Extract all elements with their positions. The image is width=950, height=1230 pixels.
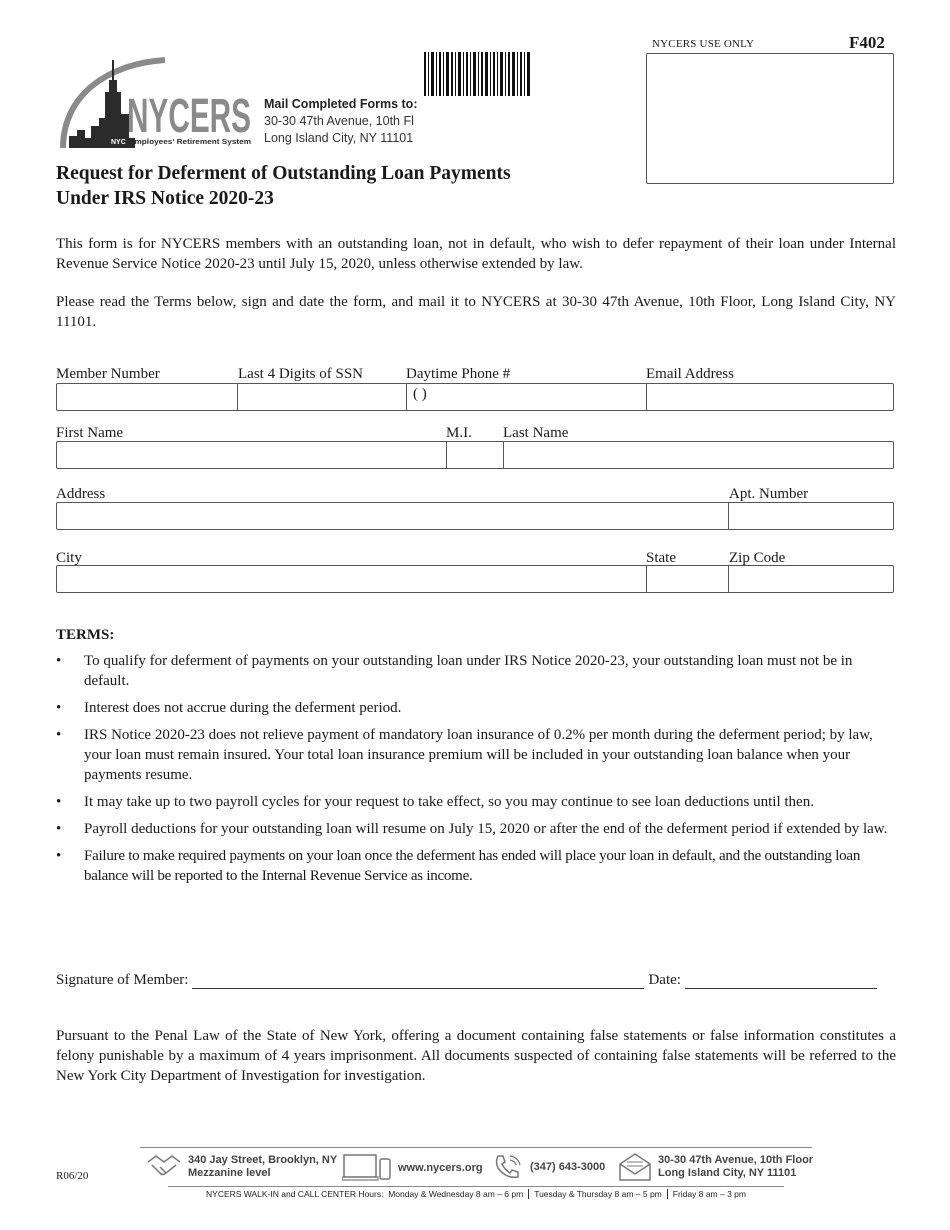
mail-envelope-icon — [618, 1152, 652, 1182]
bullet: • — [56, 821, 62, 837]
ssn-field[interactable] — [238, 384, 407, 410]
bullet: • — [56, 794, 62, 810]
use-only-box — [646, 53, 894, 184]
page-title — [56, 161, 511, 211]
state-field[interactable] — [647, 566, 729, 592]
signature-line[interactable] — [192, 974, 644, 989]
mail-line-1: 30-30 47th Avenue, 10th Fl — [264, 114, 414, 128]
mi-label: M.I. — [446, 425, 472, 441]
term-item — [56, 725, 896, 785]
intro-paragraph-1: This form is for NYCERS members with an outstanding loan, not in default, who wish to defer repayment of their loan under Internal Revenue Service Notice 2020-23 until July 15, 2020, unless otherwise extended by law. — [56, 236, 896, 272]
phone-label: Daytime Phone # — [406, 366, 511, 382]
mi-field[interactable] — [447, 442, 504, 468]
ssn-label: Last 4 Digits of SSN — [238, 366, 364, 382]
footer-divider — [140, 1147, 812, 1148]
zip-field[interactable] — [729, 566, 893, 592]
term-text: It may take up to two payroll cycles for your request to take effect, so you may continue to see loan deductions until then. — [84, 794, 814, 810]
term-item — [56, 792, 896, 812]
bullet: • — [56, 848, 62, 864]
signature-label: Signature of Member: — [56, 972, 189, 988]
devices-icon — [342, 1153, 392, 1183]
walkin-line-1: 340 Jay Street, Brooklyn, NY — [188, 1154, 338, 1166]
phone-field[interactable]: ( ) — [407, 384, 647, 410]
first-name-label: First Name — [56, 425, 124, 441]
row-contact — [56, 383, 894, 411]
hours-label: NYCERS WALK-IN and CALL CENTER Hours: — [206, 1189, 384, 1199]
phone-icon — [492, 1152, 524, 1182]
footer-mail — [618, 1152, 813, 1182]
bullet: • — [56, 700, 62, 716]
member-number-label: Member Number — [56, 366, 160, 382]
mail-to-block — [264, 96, 417, 147]
zip-label: Zip Code — [729, 550, 786, 566]
revision-code: R06/20 — [56, 1170, 89, 1182]
apt-field[interactable] — [729, 503, 893, 529]
date-line[interactable] — [685, 974, 877, 989]
term-text: Payroll deductions for your outstanding loan will resume on July 15, 2020 or after the end of the deferment period if extended by law. — [84, 821, 888, 837]
form-id: F402 — [849, 33, 885, 52]
footer-walkin — [146, 1152, 337, 1182]
city-label: City — [56, 550, 82, 566]
use-only-label: NYCERS USE ONLY — [652, 38, 755, 50]
term-item — [56, 698, 896, 718]
logo-subtext: Employees' Retirement System — [129, 137, 252, 146]
footer-website — [342, 1153, 483, 1183]
term-text: IRS Notice 2020-23 does not relieve payment of mandatory loan insurance of 0.2% per month during the deferment period; by law, your loan must remain insured. Your total loan insurance premium will be included in your outstanding loan balance when your payments resume. — [84, 727, 873, 783]
footer-divider-bottom — [168, 1186, 784, 1187]
term-text: To qualify for deferment of payments on your outstanding loan under IRS Notice 2020-23, your outstanding loan must not be in default. — [84, 653, 853, 689]
nycers-logo — [55, 52, 255, 152]
footer-phone — [492, 1152, 605, 1182]
logo-wordmark: NYCERS — [127, 90, 251, 143]
term-item — [56, 846, 896, 886]
bullet: • — [56, 727, 62, 743]
address-field[interactable] — [57, 503, 729, 529]
state-label: State — [646, 550, 676, 566]
term-item — [56, 651, 896, 691]
logo-nyc: NYC — [111, 139, 126, 146]
mail-line-2: Long Island City, NY 11101 — [264, 131, 414, 145]
hours-line — [168, 1189, 784, 1199]
city-field[interactable] — [57, 566, 647, 592]
apt-label: Apt. Number — [729, 486, 809, 502]
mail-address-line-1: 30-30 47th Avenue, 10th Floor — [658, 1154, 814, 1166]
phone-number[interactable]: (347) 643-3000 — [530, 1160, 606, 1173]
terms-list — [56, 651, 896, 893]
term-item — [56, 819, 896, 839]
title-line-1: Request for Deferment of Outstanding Loan Payments — [56, 163, 511, 184]
member-number-field[interactable] — [57, 384, 238, 410]
term-text: Interest does not accrue during the deferment period. — [84, 700, 402, 716]
email-field[interactable] — [647, 384, 893, 410]
term-text: Failure to make required payments on your loan once the deferment has ended will place your loan in default, and the outstanding loan balance will be reported to the Internal Revenue Service as income. — [84, 848, 861, 884]
mail-address-line-2: Long Island City, NY 11101 — [658, 1167, 797, 1179]
handshake-icon — [146, 1152, 182, 1182]
website-link[interactable]: www.nycers.org — [398, 1161, 483, 1174]
last-name-field[interactable] — [504, 442, 893, 468]
address-label: Address — [56, 486, 106, 502]
last-name-label: Last Name — [503, 425, 569, 441]
terms-heading: TERMS: — [56, 627, 115, 643]
penal-notice: Pursuant to the Penal Law of the State of New York, offering a document containing false statements or false information constitutes a felony punishable by a maximum of 4 years imprisonment. All documents suspected of containing false statements will be referred to the New York City Department of Investigation for investigation. — [56, 1028, 896, 1084]
row-address — [56, 502, 894, 530]
title-line-2: Under IRS Notice 2020-23 — [56, 188, 274, 209]
row-name — [56, 441, 894, 469]
signature-row — [56, 972, 896, 989]
walkin-line-2: Mezzanine level — [188, 1167, 271, 1179]
hours-mon-wed: Monday & Wednesday 8 am – 6 pm — [388, 1189, 524, 1199]
mail-heading: Mail Completed Forms to: — [264, 97, 418, 111]
row-city — [56, 565, 894, 593]
hours-fri: Friday 8 am – 3 pm — [672, 1189, 746, 1199]
intro-paragraph-2: Please read the Terms below, sign and date the form, and mail it to NYCERS at 30-30 47th Avenue, 10th Floor, Long Island City, NY 11101. — [56, 294, 896, 330]
email-label: Email Address — [646, 366, 734, 382]
date-label: Date: — [648, 972, 681, 988]
hours-tue-thu: Tuesday & Thursday 8 am – 5 pm — [534, 1189, 662, 1199]
barcode — [424, 52, 532, 96]
first-name-field[interactable] — [57, 442, 447, 468]
bullet: • — [56, 653, 62, 669]
